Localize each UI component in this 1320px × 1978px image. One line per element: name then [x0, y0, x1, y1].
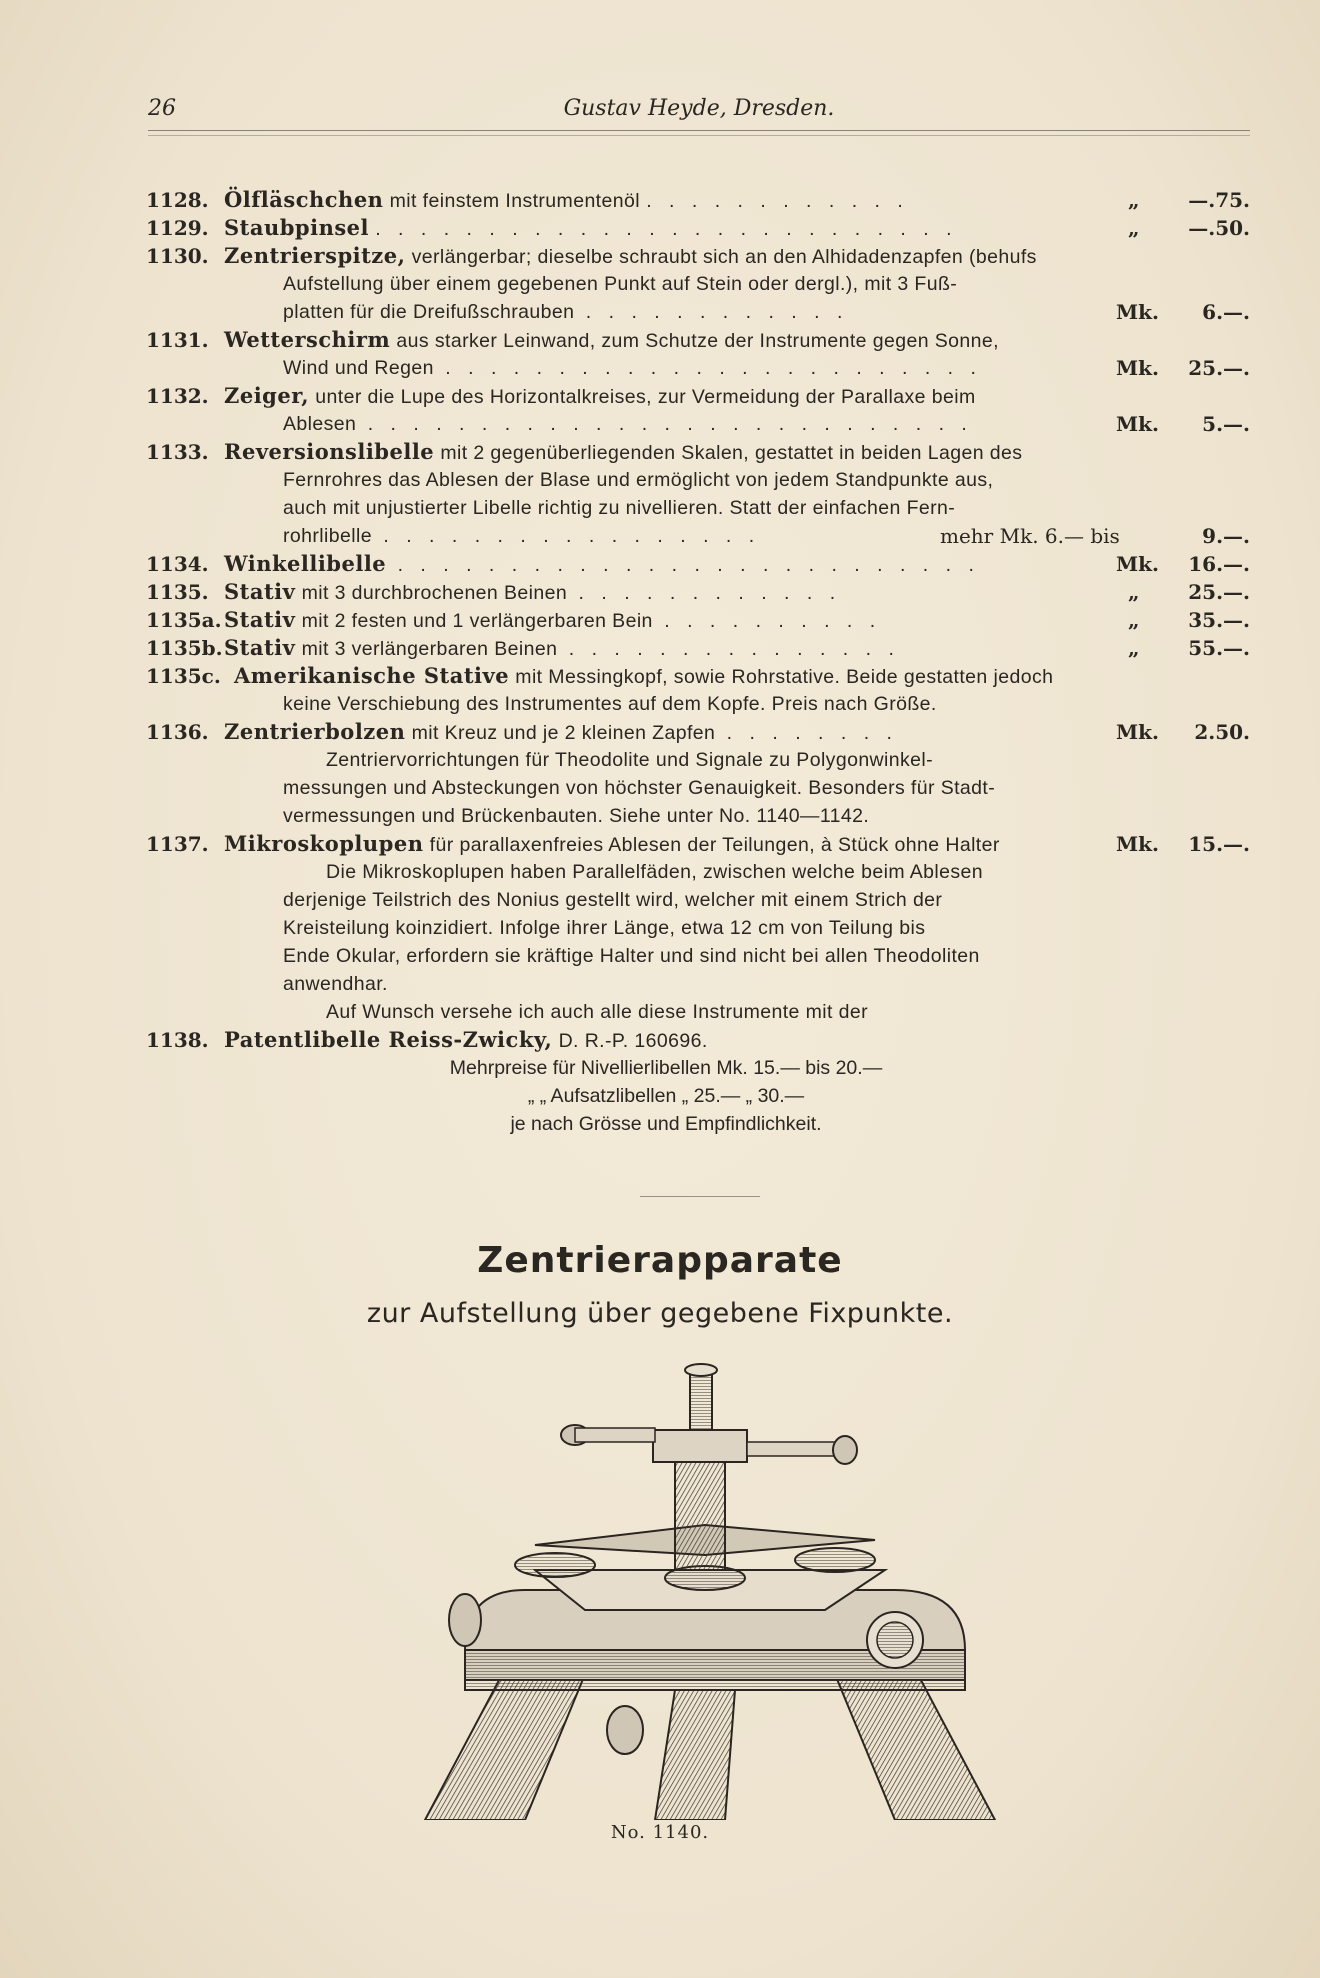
entry-desc: Aufstellung über einem gegebenen Punkt auf Stein oder dergl.), mit 3 Fuß-: [283, 273, 958, 295]
entry-name: Ölfläschchen: [224, 187, 384, 212]
entry-unit: Mk.: [1116, 552, 1159, 576]
note-line: messungen und Absteckungen von höchster Genauigkeit. Besonders für Stadt-: [283, 777, 996, 799]
page-header: [148, 92, 1250, 132]
entry-number: 1135a.: [146, 608, 222, 632]
leader-dots: . . . . . . . . . . . . . . . . . . . . . . . . . .: [375, 218, 958, 240]
entry-desc: verlängerbar; dieselbe schraubt sich an den Alhidadenzapfen (behufs: [411, 246, 1037, 268]
entry-desc: keine Verschiebung des Instrumentes auf dem Kopfe. Preis nach Größe.: [283, 693, 937, 715]
entry-1134: [146, 550, 1250, 578]
entry-1129: [146, 214, 1250, 242]
entry-desc: mit feinstem Instrumentenöl: [389, 190, 640, 212]
entry-1135c: [146, 662, 1250, 718]
entry-unit: Mk.: [1116, 720, 1159, 744]
entry-price: 16.—.: [1188, 552, 1250, 576]
entry-price: 25.—.: [1188, 356, 1250, 380]
entry-desc: platten für die Dreifußschrauben: [283, 301, 575, 323]
entry-price: 55.—.: [1188, 636, 1250, 660]
note-line: Zentriervorrichtungen für Theodolite und Signale zu Polygonwinkel-: [326, 749, 934, 771]
note-line: Kreisteilung koinzidiert. Infolge ihrer Länge, etwa 12 cm von Teilung bis: [283, 917, 926, 939]
leader-dots: . . . . . . . . . .: [652, 610, 882, 632]
entry-price: 15.—.: [1188, 832, 1250, 856]
entry-desc: mit 2 festen und 1 verlängerbaren Bein: [301, 610, 653, 632]
entry-desc: auch mit unjustierter Libelle richtig zu nivellieren. Statt der einfachen Fern-: [283, 497, 956, 519]
entry-name: Zentrierbolzen: [224, 719, 406, 744]
entry-1132: [146, 382, 1250, 438]
entry-name: Amerikanische Stative: [234, 663, 510, 688]
entry-number: 1130.: [146, 244, 209, 268]
entry-1135a: [146, 606, 1250, 634]
entry-desc: für parallaxenfreies Ablesen der Teilungen, à Stück ohne Halter: [429, 834, 1000, 856]
entry-number: 1134.: [146, 552, 209, 576]
leader-dots: . . . . . . . . . . . .: [567, 582, 842, 604]
leader-dots: . . . . . . . . . . . .: [574, 301, 849, 323]
entry-desc: D. R.-P. 160696.: [558, 1030, 708, 1052]
entry-name: Stativ: [224, 579, 296, 604]
entry-name: Patentlibelle Reiss-Zwicky,: [224, 1027, 553, 1052]
entry-name: Wetterschirm: [224, 327, 391, 352]
entry-1131: [146, 326, 1250, 382]
section-title: Zentrierapparate: [477, 1240, 843, 1281]
entry-number: 1136.: [146, 720, 209, 744]
entry-1130: [146, 242, 1250, 326]
entry-number: 1128.: [146, 188, 209, 212]
entry-desc: mit 3 durchbrochenen Beinen: [301, 582, 568, 604]
entry-unit: Mk.: [1116, 300, 1159, 324]
entry-unit: „: [1128, 636, 1140, 660]
note-line: anwendhar.: [283, 973, 388, 995]
entry-name: Staubpinsel: [224, 215, 370, 240]
entry-unit: Mk.: [1116, 356, 1159, 380]
note-1136: [146, 746, 1250, 830]
entry-desc: mit Messingkopf, sowie Rohrstative. Beide gestatten jedoch: [515, 666, 1054, 688]
entry-1135b: [146, 634, 1250, 662]
note-line: derjenige Teilstrich des Nonius gestellt wird, welcher mit einem Strich der: [283, 889, 943, 911]
leader-dots: . . . . . . . . . . . . . . . . . . . . . . . . . .: [386, 554, 980, 576]
entry-desc: unter die Lupe des Horizontalkreises, zur Vermeidung der Parallaxe beim: [315, 386, 976, 408]
entry-unit: „: [1128, 608, 1140, 632]
entry-price: 5.—.: [1202, 412, 1250, 436]
entry-1135: [146, 578, 1250, 606]
entry-number: 1137.: [146, 832, 209, 856]
entry-number: 1138.: [146, 1028, 209, 1052]
entry-unit: mehr Mk. 6.— bis: [940, 524, 1120, 548]
entry-unit: Mk.: [1116, 412, 1159, 436]
leader-dots: . . . . . . . . . . . . . . . . .: [371, 525, 761, 547]
note-1137: [146, 858, 1250, 1026]
entry-price: 35.—.: [1188, 608, 1250, 632]
page-number: 26: [148, 96, 176, 121]
leader-dots: . . . . . . . . . . . . . . .: [557, 638, 900, 660]
entry-desc: Wind und Regen: [283, 357, 434, 379]
entry-number: 1135.: [146, 580, 209, 604]
entry-unit: Mk.: [1116, 832, 1159, 856]
note-line: vermessungen und Brückenbauten. Siehe unter No. 1140—1142.: [283, 805, 870, 827]
entry-number: 1132.: [146, 384, 209, 408]
entry-unit: „: [1128, 188, 1140, 212]
entry-name: Winkellibelle: [224, 551, 387, 576]
entry-name: Stativ: [224, 635, 296, 660]
surcharge-block: [146, 1054, 946, 1138]
entry-price: —.75.: [1188, 188, 1250, 212]
note-line: Auf Wunsch versehe ich auch alle diese Instrumente mit der: [326, 1001, 869, 1023]
entry-price: 2.50.: [1194, 720, 1250, 744]
leader-dots: . . . . . . . . . . . . . . . . . . . . . . . .: [433, 357, 982, 379]
note-line: Ende Okular, erfordern sie kräftige Halter und sind nicht bei allen Theodoliten: [283, 945, 980, 967]
header-rule: [148, 130, 1250, 131]
entry-1138: [146, 1026, 1250, 1054]
entry-price: 6.—.: [1202, 300, 1250, 324]
entry-1137: [146, 830, 1250, 858]
entry-desc: Ablesen: [283, 413, 357, 435]
entry-number: 1129.: [146, 216, 209, 240]
entry-desc: aus starker Leinwand, zum Schutze der Instrumente gegen Sonne,: [396, 330, 999, 352]
leader-dots: . . . . . . . . . . . . . . . . . . . . . . . . . . .: [356, 413, 973, 435]
section-divider: [640, 1196, 760, 1197]
entry-unit: „: [1128, 580, 1140, 604]
entry-desc: mit Kreuz und je 2 kleinen Zapfen: [411, 722, 716, 744]
entry-number: 1135b.: [146, 636, 223, 660]
centering-apparatus-illustration: [405, 1350, 1015, 1820]
header-rule-secondary: [148, 135, 1250, 136]
entry-name: Mikroskoplupen: [224, 831, 424, 856]
leader-dots: . . . . . . . .: [715, 722, 898, 744]
entry-1133: [146, 438, 1250, 550]
section-subtitle: zur Aufstellung über gegebene Fixpunkte.: [366, 1298, 954, 1329]
entry-1128: [146, 186, 1250, 214]
entry-name: Zentrierspitze,: [224, 243, 406, 268]
note-line: Die Mikroskoplupen haben Parallelfäden, zwischen welche beim Ablesen: [326, 861, 983, 883]
entry-price: —.50.: [1188, 216, 1250, 240]
entry-number: 1135c.: [146, 664, 221, 688]
entry-desc: mit 3 verlängerbaren Beinen: [301, 638, 558, 660]
entry-price: 9.—.: [1202, 524, 1250, 548]
entry-unit: „: [1128, 216, 1140, 240]
entry-desc: mit 2 gegenüberliegenden Skalen, gestattet in beiden Lagen des: [440, 442, 1023, 464]
entry-name: Stativ: [224, 607, 296, 632]
entry-number: 1131.: [146, 328, 209, 352]
price-list: [146, 186, 1250, 1138]
entry-1136: [146, 718, 1250, 746]
surcharge-line: Mehrpreise für Nivellierlibellen Mk. 15.— bis 20.—: [449, 1057, 883, 1079]
figure-caption: No. 1140.: [610, 1822, 710, 1843]
entry-desc: rohrlibelle: [283, 525, 372, 547]
entry-price: 25.—.: [1188, 580, 1250, 604]
surcharge-line: je nach Grösse und Empfindlichkeit.: [510, 1113, 822, 1135]
entry-name: Reversionslibelle: [224, 439, 435, 464]
leader-dots: . . . . . . . . . . . .: [646, 190, 909, 212]
entry-desc: Fernrohres das Ablesen der Blase und ermöglicht von jedem Standpunkte aus,: [283, 469, 994, 491]
entry-name: Zeiger,: [224, 383, 310, 408]
entry-number: 1133.: [146, 440, 209, 464]
header-title: Gustav Heyde, Dresden.: [563, 96, 835, 121]
surcharge-line: „ „ Aufsatzlibellen „ 25.— „ 30.—: [527, 1085, 805, 1107]
